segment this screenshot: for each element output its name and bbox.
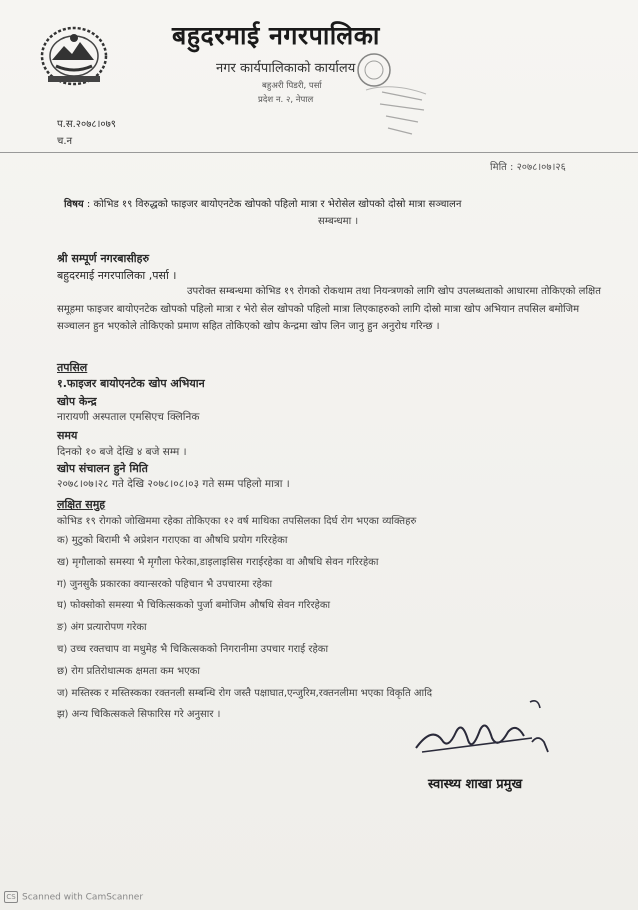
subject-text: : कोभिड १९ विरुद्धको फाइजर बायोएनटेक खोपको पहिलो मात्रा र भेरोसेल खोपको दोस्रो मात्रा सञ्चालन [86,199,462,210]
list-item: ङ) अंग प्रत्यारोपण गरेका [57,622,147,634]
dispatch-number: च.न [57,136,73,147]
recipient-line-1: श्री सम्पूर्ण नगरबासीहरु [57,252,150,265]
office-stamp-icon [352,42,430,142]
scanner-watermark [4,891,143,903]
target-group-intro: कोभिड १९ रोगको जोखिममा रहेका तोकिएका १२ वर्ष माथिका तपसिलका दिर्घ रोग भएका व्यक्तिहरु [57,516,417,527]
list-item: च) उच्च रक्तचाप वा मधुमेह भै चिकित्सकको निगरानीमा उपचार गराई रहेका [57,643,329,655]
list-item: ख) मृगौलाको समस्या भै मृगौला फेरेका,डाइलाइसिस गराईरहेका वा औषधि सेवन गरिरहेका [57,556,379,568]
list-item: ग) जुनसुकै प्रकारका क्यान्सरको पहिचान भै उपचारमा रहेका [57,578,273,590]
list-item: झ) अन्य चिकित्सकले सिफारिस गरे अनुसार । [57,709,221,721]
list-item: घ) फोक्सोको समस्या भै चिकित्सकको पुर्जा बमोजिम औषधि सेवन गरिरहेका [57,600,331,612]
center-label: खोप केन्द्र [57,395,97,408]
list-item: क) मुटुको बिरामी भै अप्रेशन गराएका वा औषधि प्रयोग गरिरहेका [57,535,288,546]
list-item: छ) रोग प्रतिरोधात्मक क्षमता कम भएका [57,665,200,677]
body-text: उपरोक्त सम्बन्धमा कोभिड १९ रोगको रोकथाम तथा नियन्त्रणको लागि खोप उपलब्धताको आधारमा तोकिएको लक्षित समूहमा फाइजर बायोएनटेक खोपको पहिलो मात्रा र भेरो सेल खोपको पहिलो मात्रा लिएकाहरुको लागि दोस्रो मात्रा खोप अभियान तपसिल बमोजिम सञ्चालन हुन भएकोले तोकिएको प्रमाण सहित तोकिएको खोप केन्द्रमा खोप लिन जानु हुन अनुरोध गरिन्छ । [57,286,601,332]
nepal-emblem-icon [34,20,114,90]
recipient-line-2: बहुदरमाई नगरपालिका ,पर्सा । [57,269,177,282]
subject-line-2: सम्बन्धमा । [318,216,359,227]
letter-date: मिति : २०७८।०७।२६ [490,162,566,173]
list-item: ज) मस्तिस्क र मस्तिस्कका रक्तनली सम्बन्धि रोग जस्तै पक्षाघात,एन्जुरिम,रक्तनलीमा भएका विकृति आदि [57,687,433,699]
body-paragraph [57,283,601,336]
center-value: नारायणी अस्पताल एमसिएच क्लिनिक [57,411,200,423]
target-group-list [57,530,432,726]
time-label: समय [57,429,78,442]
watermark-text: Scanned with CamScanner [22,892,144,903]
address-line-2: प्रदेश न. २, नेपाल [258,95,314,105]
municipality-title: बहुदरमाई नगरपालिका [172,21,380,50]
reference-number: प.स.२०७८।०७९ [57,119,116,130]
time-value: दिनको १० बजे देखि ४ बजे सम्म । [57,446,187,458]
subject-label: विषय [64,199,84,210]
details-heading: तपसिल [57,361,88,374]
office-subtitle: नगर कार्यपालिकाको कार्यालय [216,61,356,76]
target-group-label: लक्षित समुह [57,498,106,511]
subject-line-1 [64,196,461,210]
campaign-title: १.फाइजर बायोएनटेक खोप अभियान [57,377,205,390]
address-line-1: बहुअरी पिडरी, पर्सा [262,81,322,91]
header-divider [0,152,638,153]
signatory-title: स्वास्थ्य शाखा प्रमुख [428,777,523,792]
schedule-date-label: खोप संचालन हुने मिति [57,462,148,475]
handwritten-signature-icon [412,696,562,766]
schedule-date-value: २०७८।०७।२८ गते देखि २०७८।०८।०३ गते सम्म पहिलो मात्रा । [57,478,290,490]
camscanner-logo-icon: CS [4,891,18,903]
